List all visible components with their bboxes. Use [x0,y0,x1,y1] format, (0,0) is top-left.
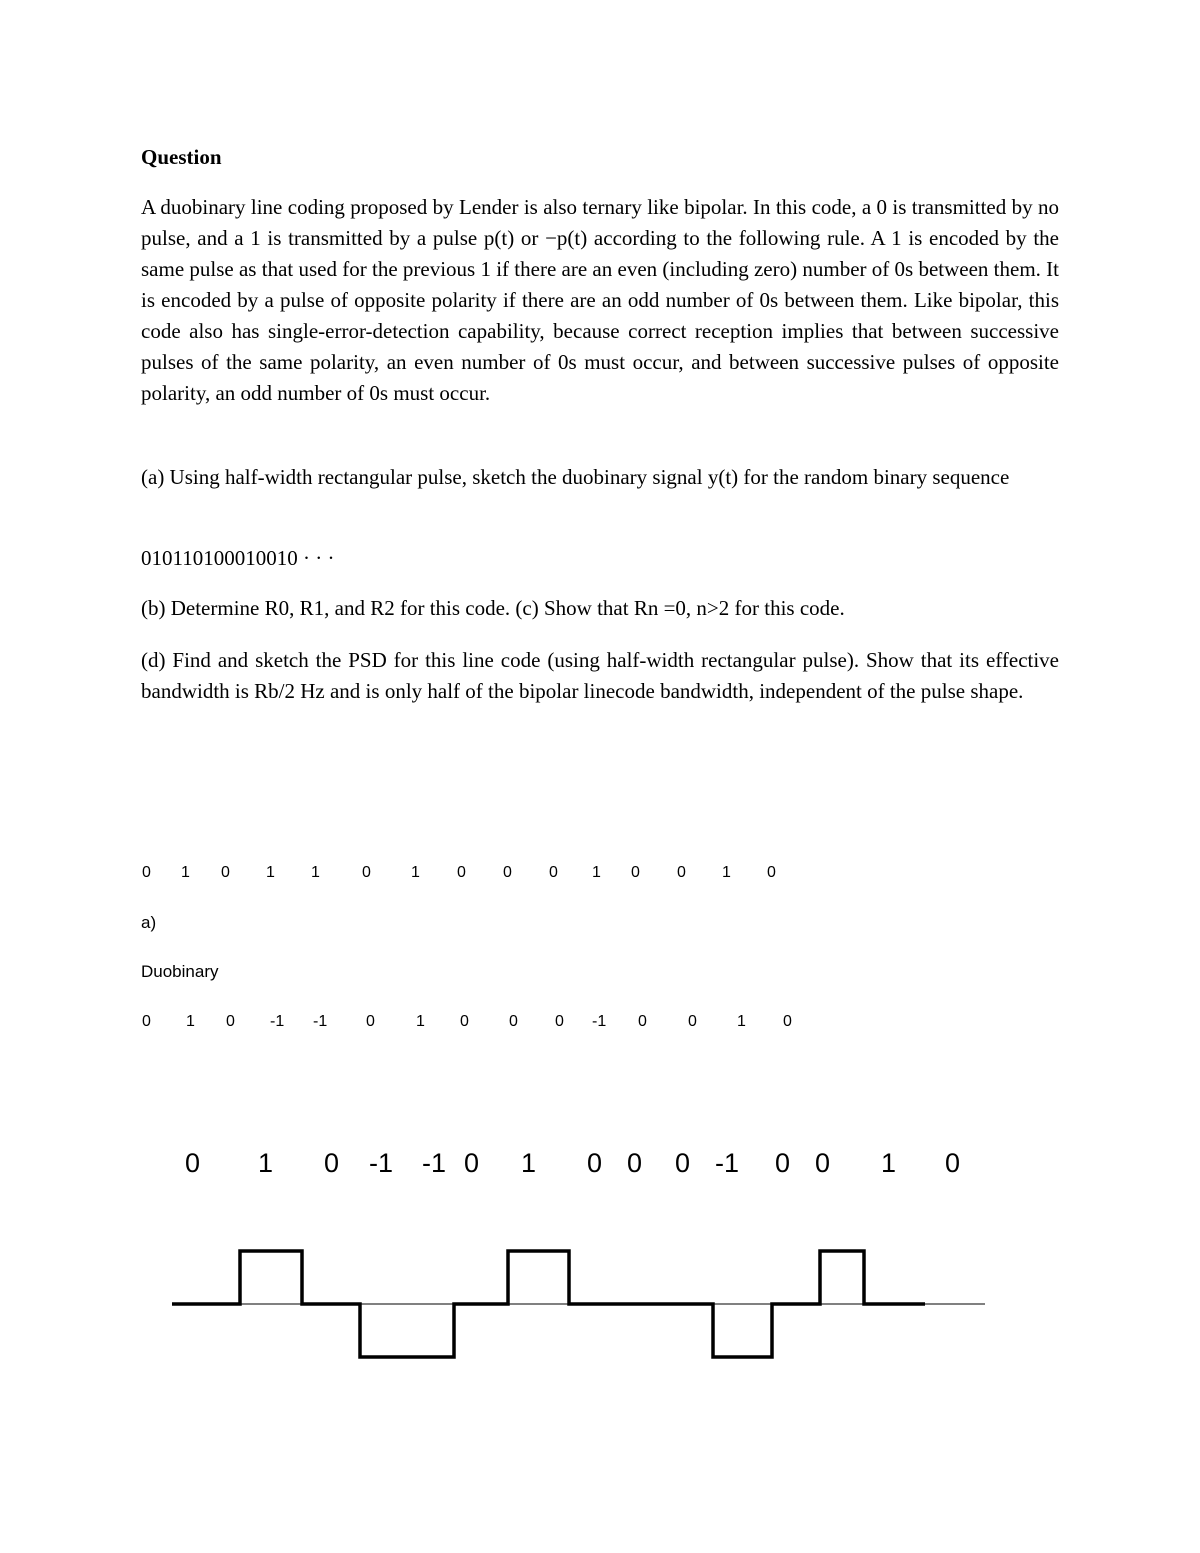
duobinary-value: 1 [186,1013,195,1030]
bit: 1 [311,864,320,881]
bit: 0 [362,864,371,881]
intro-paragraph: A duobinary line coding proposed by Lender is also ternary like bipolar. In this code, a 0 is transmitted by no pulse, and a 1 is transmitted by a pulse p(t) or −p(t) according to the following rule. A 1 is encoded by the same pulse as that used for the previous 1 if there are an even (including zero) number of 0s between them. It is encoded by a pulse of opposite polarity if there are an odd number of 0s between them. Like bipolar, this code also has single-error-detection capability, because correct reception implies that between successive pulses of the same polarity, an even number of 0s must occur, and between successive pulses of opposite polarity, an odd number of 0s must occur. [141,195,1059,405]
bit: 0 [767,864,776,881]
duobinary-value: 0 [509,1013,518,1030]
sketch-label: -1 [369,1148,394,1178]
bit: 1 [411,864,420,881]
duobinary-value: 0 [142,1013,151,1030]
sketch-label: 0 [185,1148,201,1178]
bit: 0 [457,864,466,881]
sketch-label: 1 [881,1148,897,1178]
bit: 0 [221,864,230,881]
duobinary-waveform [0,1220,1200,1380]
duobinary-value: 0 [555,1013,564,1030]
bit: 0 [142,864,151,881]
duobinary-value: 0 [688,1013,697,1030]
duobinary-value: 0 [366,1013,375,1030]
duobinary-value: -1 [592,1013,607,1030]
sketch-label: 0 [464,1148,480,1178]
part-a-text: (a) Using half-width rectangular pulse, sketch the duobinary signal y(t) for the random binary sequence [141,465,1010,489]
sketch-label: 0 [324,1148,340,1178]
sketch-label: 0 [815,1148,831,1178]
sketch-label: -1 [422,1148,447,1178]
question-heading: Question [141,145,222,169]
sketch-label: 1 [521,1148,537,1178]
part-bc-text: (b) Determine R0, R1, and R2 for this code. (c) Show that Rn =0, n>2 for this code. [141,596,845,620]
sketch-label: 0 [587,1148,603,1178]
sketch-label: 1 [258,1148,274,1178]
sketch-label: -1 [715,1148,740,1178]
label-a: a) [141,913,157,932]
bit: 0 [503,864,512,881]
bit: 0 [549,864,558,881]
bit: 1 [181,864,190,881]
duobinary-value: 0 [638,1013,647,1030]
sketch-label: 0 [945,1148,961,1178]
duobinary-value: 1 [416,1013,425,1030]
part-d-text: (d) Find and sketch the PSD for this line code (using half-width rectangular pulse). Show that its effective bandwidth is Rb/2 Hz and is only half of the bipolar linecode bandwidth, independent of the pulse shape. [141,648,1059,703]
bit: 0 [677,864,686,881]
duobinary-value: 1 [737,1013,746,1030]
duobinary-value: -1 [313,1013,328,1030]
duobinary-value: -1 [270,1013,285,1030]
binary-sequence-text: 010110100010010 · · · [141,546,335,570]
bit: 1 [592,864,601,881]
bit: 1 [266,864,275,881]
bit: 1 [722,864,731,881]
label-duobinary: Duobinary [141,962,219,981]
sketch-label: 0 [627,1148,643,1178]
duobinary-value: 0 [783,1013,792,1030]
duobinary-value: 0 [226,1013,235,1030]
bit: 0 [631,864,640,881]
sketch-label: 0 [775,1148,791,1178]
duobinary-value: 0 [460,1013,469,1030]
sketch-label: 0 [675,1148,691,1178]
